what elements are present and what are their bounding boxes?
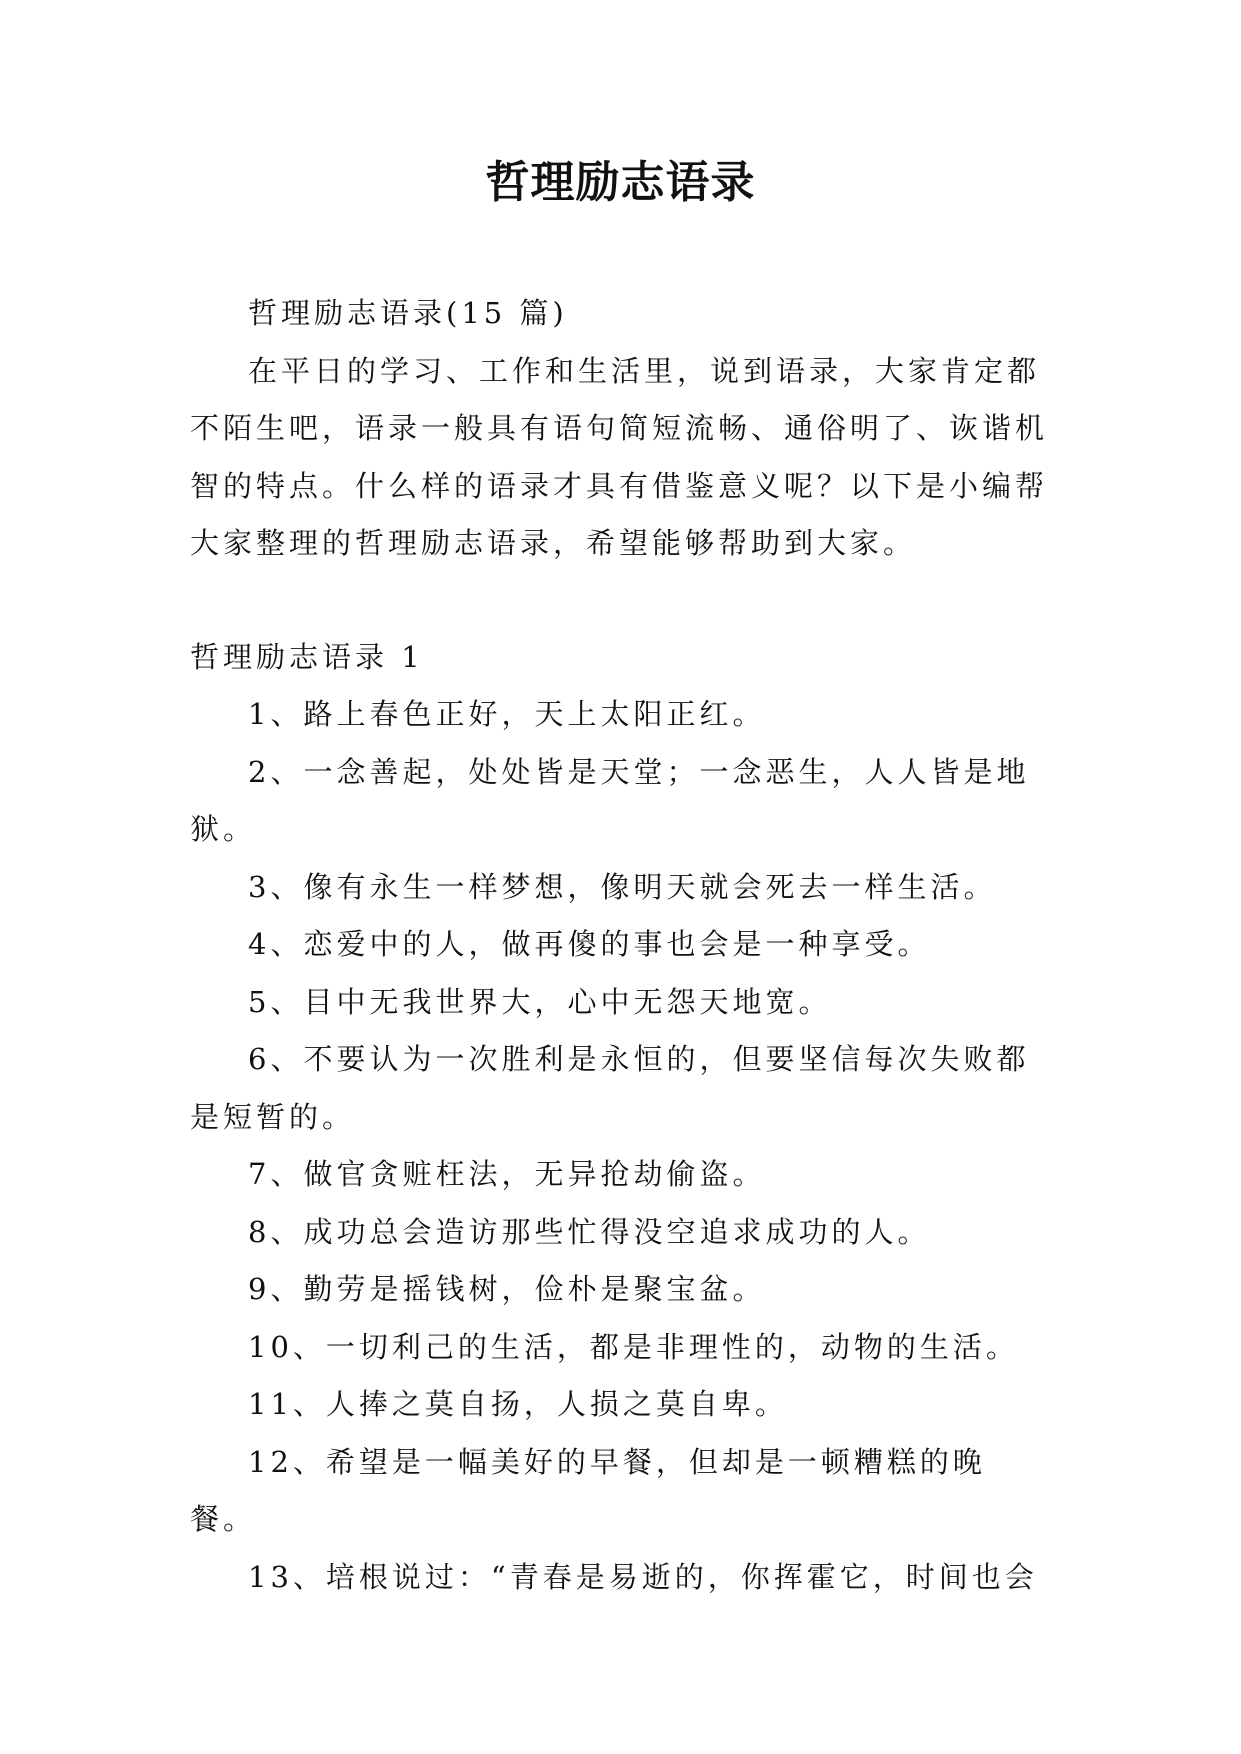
quote-item: 9、勤劳是摇钱树，俭朴是聚宝盆。 [248, 1272, 766, 1306]
document-body [190, 285, 1050, 1606]
quote-item: 10、一切利己的生活，都是非理性的，动物的生活。 [248, 1329, 1019, 1364]
paragraph-spacer [190, 573, 1050, 629]
quote-item: 8、成功总会造访那些忙得没空追求成功的人。 [248, 1214, 931, 1249]
quote-item: 2、一念善起，处处皆是天堂；一念恶生，人人皆是地狱。 [190, 754, 1030, 846]
quote-item: 3、像有永生一样梦想，像明天就会死去一样生活。 [248, 869, 997, 904]
intro-paragraph: 在平日的学习、工作和生活里，说到语录，大家肯定都不陌生吧，语录一般具有语句简短流畅、通俗明了、诙谐机智的特点。什么样的语录才具有借鉴意义呢？以下是小编帮大家整理的哲理励志语录，希望能够帮助到大家。 [190, 353, 1049, 560]
quote-item: 7、做官贪赃枉法，无异抢劫偷盗。 [248, 1157, 766, 1191]
quote-item: 4、恋爱中的人，做再傻的事也会是一种享受。 [248, 927, 931, 961]
quote-item: 13、培根说过：“青春是易逝的，你挥霍它，时间也会 [248, 1559, 1038, 1594]
document-title: 哲理励志语录 [485, 157, 756, 208]
quote-item: 1、路上春色正好，天上太阳正红。 [248, 697, 766, 731]
quote-item: 6、不要认为一次胜利是永恒的，但要坚信每次失败都是短暂的。 [190, 1042, 1030, 1134]
quote-item: 12、希望是一幅美好的早餐，但却是一顿糟糕的晚餐。 [190, 1444, 986, 1536]
quote-item: 5、目中无我世界大，心中无怨天地宽。 [248, 984, 832, 1019]
section-heading: 哲理励志语录 1 [190, 639, 424, 674]
subtitle-paragraph: 哲理励志语录(15 篇) [248, 296, 568, 330]
quote-item: 11、人捧之莫自扬，人损之莫自卑。 [248, 1387, 788, 1421]
